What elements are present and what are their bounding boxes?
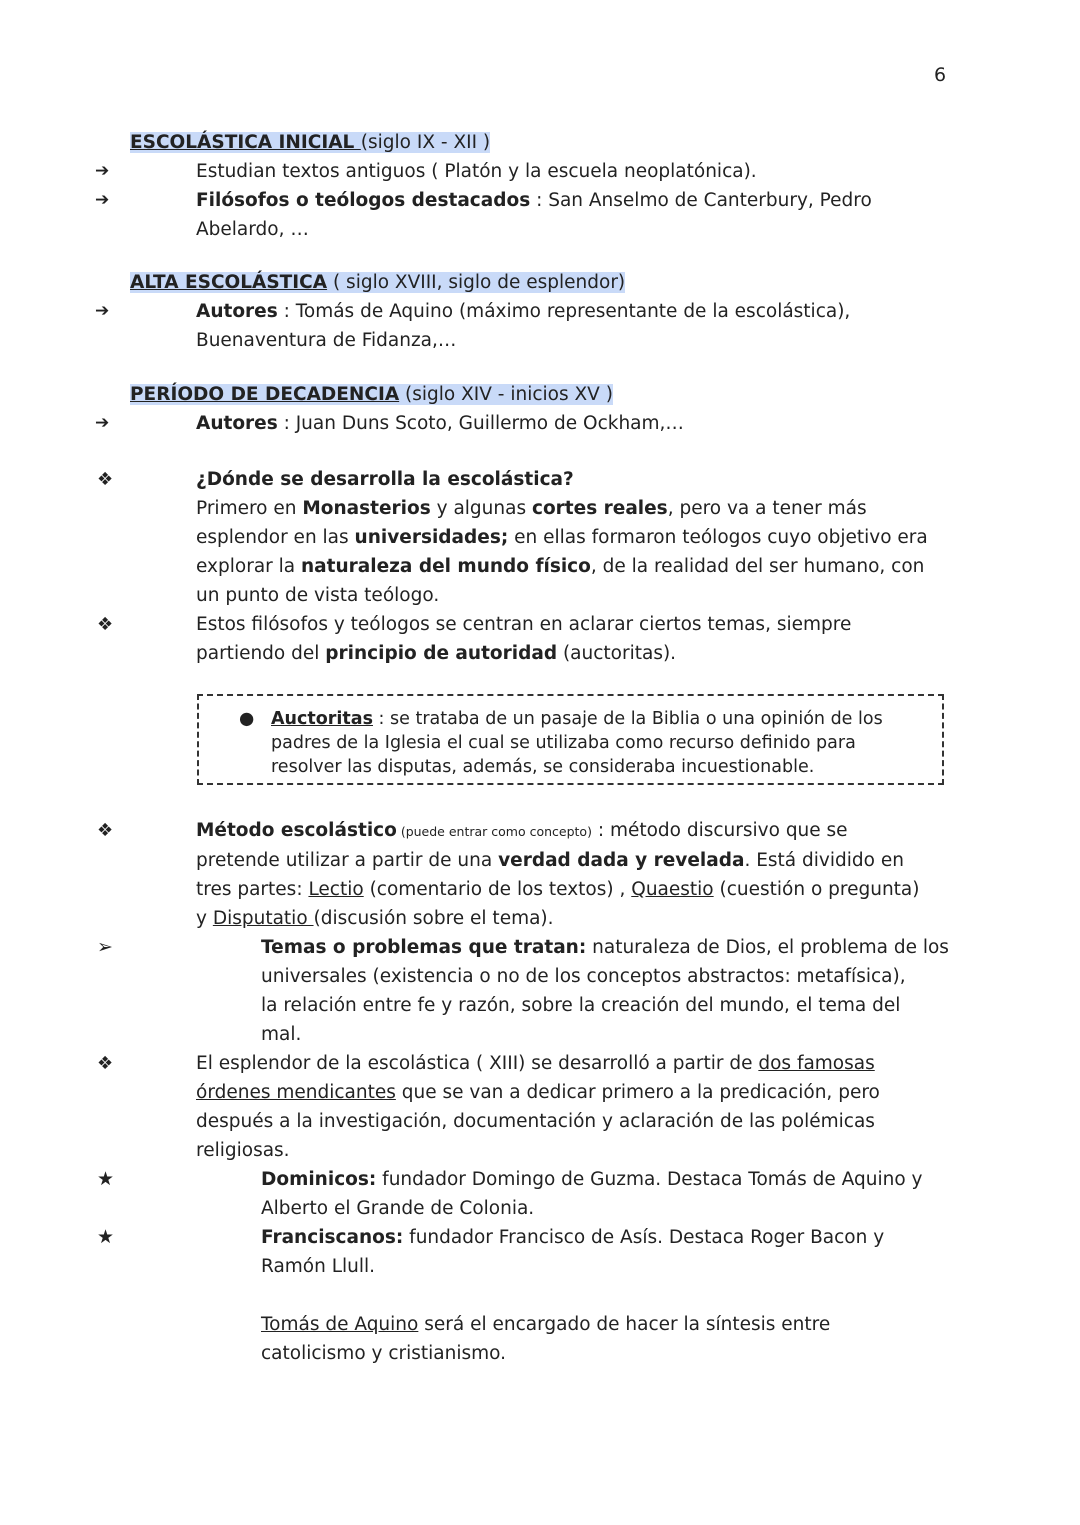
section-heading [130,380,960,409]
list-item-continuation: Buenaventura de Fidanza,… [196,330,457,351]
diamond-bullet-icon: ❖ [97,1053,114,1074]
section-subtitle: (siglo XIV - inicios XV ) [399,384,613,405]
section-title: PERÍODO DE DECADENCIA [130,384,400,405]
section-heading [130,268,960,297]
lectio-term: Lectio [308,879,364,900]
page-number: 6 [934,64,947,86]
list-item: ❖ El esplendor de la escolástica ( XIII) se desarrolló a partir de dos famosas [130,1049,960,1078]
list-item: ❖ Estos filósofos y teólogos se centran en aclarar ciertos temas, siempre [130,610,960,639]
section-subtitle: ( siglo XVIII, siglo de esplendor) [327,272,626,293]
list-item: ➔ Autores : Tomás de Aquino (máximo representante de la escolástica), [130,297,960,326]
star-bullet-icon: ★ [97,1168,115,1190]
arrow-bullet-icon: ➔ [95,190,110,210]
list-item: ★ Franciscanos: fundador Francisco de Asís. Destaca Roger Bacon y [130,1223,960,1252]
section-escolastica-inicial [95,128,960,244]
section-subtitle: (siglo IX - XII ) [360,132,491,153]
diamond-bullet-icon: ❖ [97,469,114,490]
auctoritas-term: Auctoritas [271,709,373,729]
section-title: ALTA ESCOLÁSTICA [130,272,328,293]
list-item: ❖ Método escolástico (puede entrar como concepto) : método discursivo que se [130,816,960,846]
arrow-bullet-icon: ➔ [95,413,110,433]
arrow-bullet-icon: ➔ [95,161,110,181]
section-donde-se-desarrolla: ❖ ¿Dónde se desarrolla la escolástica? Primero en Monasterios y algunas cortes reales, pero va a tener más esplendor en las universidades; en ellas formaron teólogos cuyo objetivo era explorar la naturaleza del mundo físico, de la realidad del ser humano, con un punto de vista teólogo. ❖ Estos filósofos y teólogos se centran en aclarar ciertos temas, siempre partiendo del principio de autoridad (auctoritas). [130,465,960,668]
list-item: ➔ Estudian textos antiguos ( Platón y la escuela neoplatónica). [130,157,960,186]
list-item-continuation: Abelardo, … [196,219,309,240]
auctoritas-definition-box: ● Auctoritas : se trataba de un pasaje de la Biblia o una opinión de los padres de la Iglesia el cual se utilizaba como recurso definido para resolver las disputas, además, se consideraba incuestionable. [197,694,944,785]
question-item: ❖ ¿Dónde se desarrolla la escolástica? [130,465,960,494]
list-item: ★ Dominicos: fundador Domingo de Guzma. Destaca Tomás de Aquino y [130,1165,960,1194]
arrow-bullet-icon: ➔ [95,301,110,321]
section-alta-escolastica [95,268,960,355]
section-periodo-decadencia [95,380,960,438]
list-item: ➔ Autores : Juan Duns Scoto, Guillermo de Ockham,… [130,409,960,438]
disputatio-term: Disputatio [212,908,314,929]
list-item: ➢ Temas o problemas que tratan: naturaleza de Dios, el problema de los [130,933,960,962]
section-metodo-escolastico: ❖ Método escolástico (puede entrar como concepto) : método discursivo que se pretende utilizar a partir de una verdad dada y revelada. Está dividido en tres partes: Lectio (comentario de los textos) , Quaestio (cuestión o pregunta) y Disputatio (discusión sobre el tema). ➢ Temas o problemas que tratan: naturaleza de Dios, el problema de los universales (existencia o no de los conceptos abstractos: metafísica), la relación entre fe y razón, sobre la creación del mundo, el tema del mal. ❖ El esplendor de la escolástica ( XIII) se desarrolló a partir de dos famosas órdenes mendicantes que se van a dedicar primero a la predicación, pero después a la investigación, documentación y aclaración de las polémicas religiosas. ★ Dominicos: fundador Domingo de Guzma. Destaca Tomás de Aquino y Alberto el Grande de Colonia. ★ Franciscanos: fundador Francisco de Asís. Destaca Roger Bacon y Ramón Llull. Tomás de Aquino será el encargado de hacer la síntesis entre catolicismo y cristianismo. [130,816,960,1368]
bullet-dot-icon: ● [239,709,255,729]
arrowhead-bullet-icon: ➢ [97,936,113,958]
quaestio-term: Quaestio [631,879,714,900]
list-item: ➔ Filósofos o teólogos destacados : San Anselmo de Canterbury, Pedro [130,186,960,215]
section-heading [130,128,960,157]
section-title: ESCOLÁSTICA INICIAL [130,132,361,153]
diamond-bullet-icon: ❖ [97,820,114,841]
star-bullet-icon: ★ [97,1226,115,1248]
closing-note: Tomás de Aquino será el encargado de hacer la síntesis entre [261,1314,831,1335]
diamond-bullet-icon: ❖ [97,614,114,635]
